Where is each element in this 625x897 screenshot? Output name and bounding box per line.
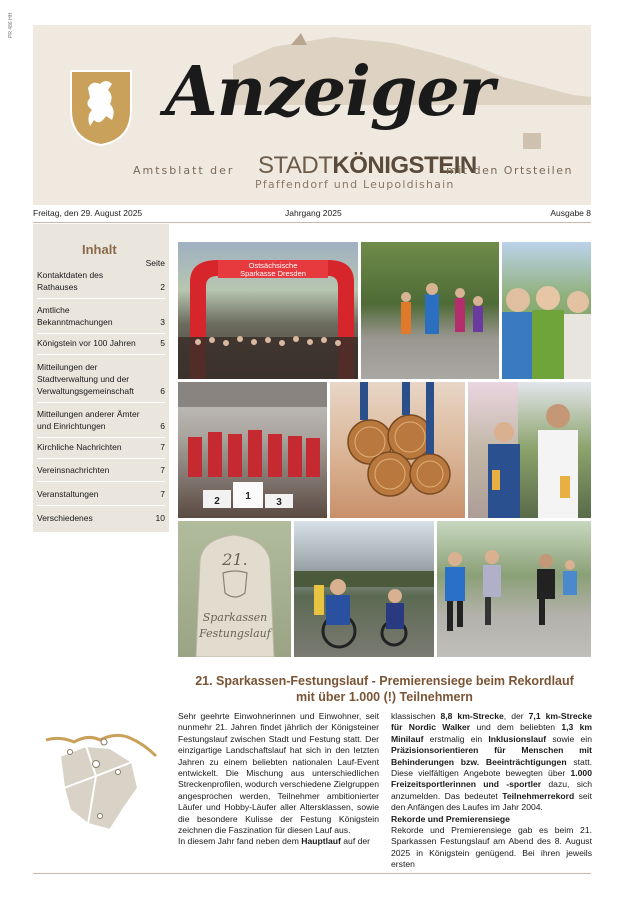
toc-item-page: 6 [160, 421, 165, 431]
toc-item[interactable] [37, 512, 165, 524]
coat-of-arms-icon [70, 70, 132, 146]
toc-item-page: 2 [160, 282, 165, 292]
headline-line-1: 21. Sparkassen-Festungslauf - Premierensiege beim Rekordlauf [195, 674, 574, 688]
toc-title: Inhalt [82, 242, 117, 257]
toc-divider [37, 437, 165, 438]
toc-item-label: Königstein vor 100 Jahren [37, 338, 136, 348]
toc-item-label: Veranstaltungen [37, 489, 99, 499]
toc-page-header: Seite [145, 258, 165, 268]
toc-item[interactable] [37, 304, 165, 328]
toc-item-label: Mitteilungen anderer Ämter und Einrichtungen [37, 409, 140, 431]
photo-stone-monument [178, 521, 291, 657]
toc-item-page: 6 [160, 386, 165, 396]
newspaper-title: Anzeiger [165, 52, 494, 132]
article-paragraph: Sehr geehrte Einwohnerinnen und Einwohner, seit nunmehr 21. Jahren findet jährlich der Königsteiner Festungslauf zwischen Stadt und Festung statt. Der einzigartige Landschaftslauf hat sich in den letzten Jahren zu einem beliebten nationalen Lauf-Event entwickelt. Die Mischung aus unterschiedlichen Streckenprofilen, wodurch verschiedene Zielgruppen angesprochen werden, Teilnehmer ambitionierter Läufer und Hobby-Läufer aller Altersklassen, sowie die besondere Kulisse der Festung Königstein zeichnen die Faszination für diesen Lauf aus. [178, 711, 379, 836]
article-headline [178, 673, 591, 705]
toc-item-label: Amtliche Bekanntmachungen [37, 305, 113, 327]
subline-left: Amtsblatt der [133, 164, 235, 177]
table-of-contents [33, 224, 169, 532]
issue-date: Freitag, den 29. August 2025 [33, 208, 143, 218]
toc-item-label: Kirchliche Nachrichten [37, 442, 122, 452]
toc-item[interactable] [37, 337, 165, 349]
article-paragraph: Rekorde und Premierensiege gab es beim 21. Sparkassen Festungslauf am Abend des 8. August 2025 in Königstein genügend. Bei ihren jeweils ersten [391, 825, 592, 870]
stone-text-2: Festungslauf [199, 627, 271, 640]
toc-item-label: Kontaktdaten des Rathauses [37, 270, 104, 292]
toc-item-page: 3 [160, 317, 165, 327]
photo-runners-road [361, 242, 499, 379]
footer-divider [33, 873, 591, 874]
toc-item[interactable] [37, 269, 165, 293]
banner-text-1: Ostsächsische [248, 261, 298, 270]
toc-item[interactable] [37, 488, 165, 500]
toc-item-page: 5 [160, 338, 165, 348]
subline-ortsteile: Pfaffendorf und Leupoldishain [255, 178, 455, 191]
stone-number: 21. [222, 550, 248, 569]
subline-right: mit den Ortsteilen [446, 164, 573, 177]
toc-item-label: Vereinsnachrichten [37, 465, 110, 475]
headline-line-2: mit über 1.000 (!) Teilnehmern [296, 690, 473, 704]
toc-item-page: 10 [155, 513, 165, 523]
divider [33, 222, 591, 223]
toc-item[interactable] [37, 441, 165, 453]
toc-item-label: Mitteilungen der Stadtverwaltung und der Verwaltungsgemeinschaft [37, 362, 134, 396]
stadt-name: STADTKÖNIGSTEIN [258, 152, 477, 179]
photo-race-runners [437, 521, 591, 657]
photo-collage [178, 242, 591, 657]
toc-divider [37, 354, 165, 355]
toc-divider [37, 298, 165, 299]
toc-item[interactable] [37, 408, 165, 432]
issue-number: Ausgabe 8 [550, 208, 591, 218]
toc-item[interactable] [37, 464, 165, 476]
toc-item-page: 7 [160, 465, 165, 475]
article-paragraph: klassischen 8,8 km-Strecke, der 7,1 km-Strecke für Nordic Walker und dem beliebten 1,3 km Minilauf erstmalig ein Inklusionslauf sowie ein Präzisionsorientieren für Menschen mit Behinderungen bzw. Beeinträchtigungen statt. Diese vielfältigen Angebote bewegten über 1.000 Freizeitsportlerinnen und -sportler dazu, sich anzumelden. Das bedeutet Teilnehmerrekord seit den Anfängen des Laufes im Jahr 2004. [391, 711, 593, 813]
article-paragraph: In diesem Jahr fand neben dem Hauptlauf auf der [178, 836, 371, 847]
article-subheading: Rekorde und Premierensiege [391, 813, 510, 824]
toc-item-label: Verschiedenes [37, 513, 93, 523]
toc-item[interactable] [37, 361, 165, 397]
toc-divider [37, 481, 165, 482]
toc-item-page: 7 [160, 489, 165, 499]
photo-start-arch [178, 242, 358, 379]
photo-inclusion-run [294, 521, 434, 657]
photo-medal-women [502, 242, 591, 379]
stone-text-1: Sparkassen [202, 611, 268, 624]
toc-item-page: 7 [160, 442, 165, 452]
article-column-2 [391, 711, 592, 871]
toc-divider [37, 458, 165, 459]
photo-winners [468, 382, 591, 518]
town-map-icon [40, 728, 160, 838]
toc-divider [37, 505, 165, 506]
toc-divider [37, 333, 165, 334]
page-code: PR 486 HH [8, 12, 14, 38]
banner-text-2: Sparkasse Dresden [240, 269, 306, 278]
issue-volume: Jahrgang 2025 [285, 208, 342, 218]
photo-podium [178, 382, 327, 518]
podium-2-label: 2 [214, 496, 220, 507]
article-column-1 [178, 711, 379, 848]
toc-divider [37, 402, 165, 403]
podium-1-label: 1 [245, 491, 251, 502]
photo-medals [330, 382, 465, 518]
podium-3-label: 3 [276, 497, 282, 508]
